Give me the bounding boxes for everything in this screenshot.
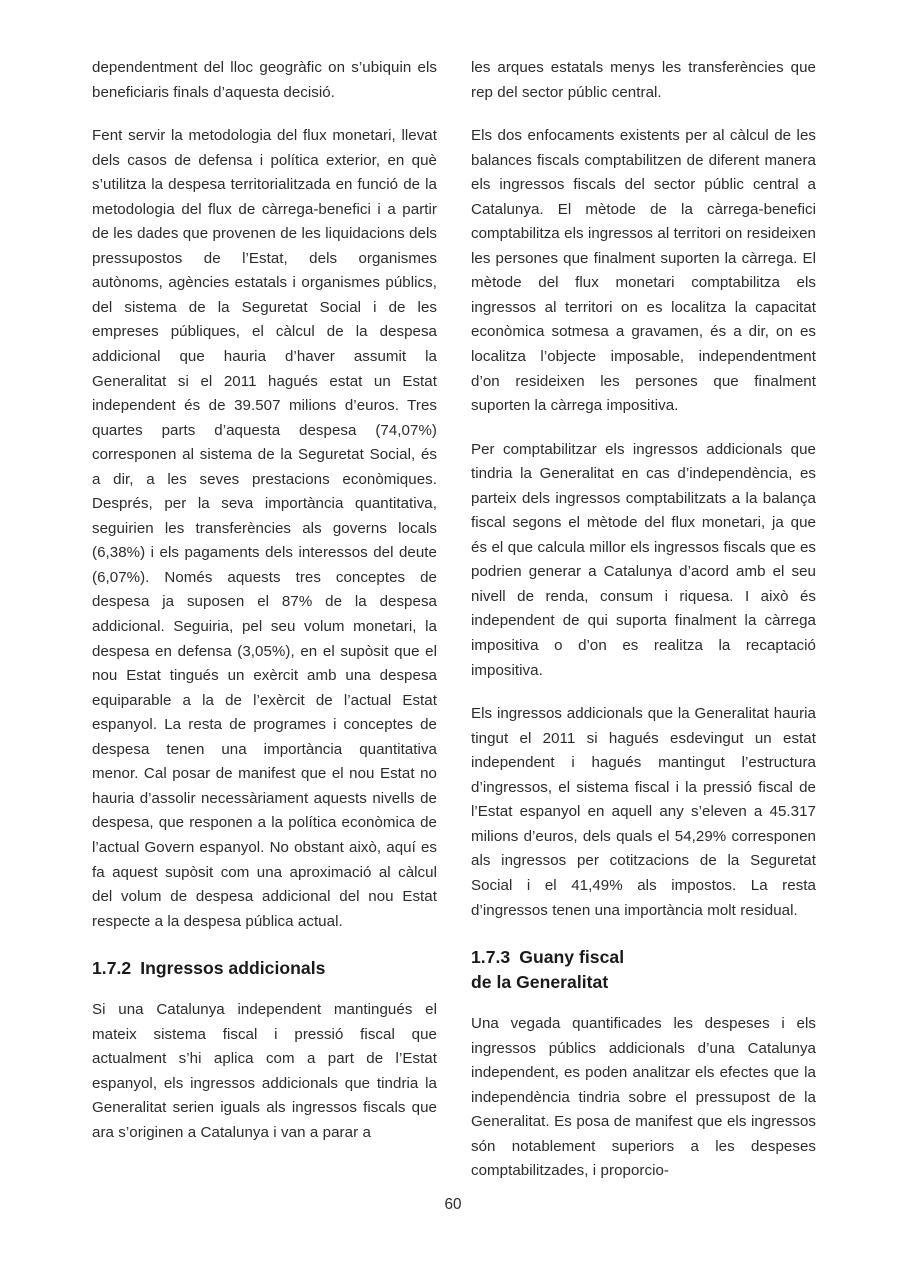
section-heading-172	[92, 956, 437, 981]
paragraph: Fent servir la metodologia del flux monetari, llevat dels casos de defensa i política exterior, en què s’utilitza la despesa territorialitzada en funció de la metodologia del flux de càrrega-benefici i a partir de les dades que provenen de les liquidacions dels pressupostos de l’Estat, dels organismes autònoms, agències estatals i organismes públics, del sistema de la Seguretat Social i de les empreses públiques, el càlcul de la despesa addicional que hauria d’haver assumit la Generalitat si el 2011 hagués estat un Estat independent és de 39.507 milions d’euros. Tres quartes parts d’aquesta despesa (74,07%) corresponen al sistema de la Seguretat Social, és a dir, a les seves prestacions econòmiques. Després, per la seva importància quantitativa, seguirien les transferències als governs locals (6,38%) i els pagaments dels interessos del deute (6,07%). Només aquests tres conceptes de despesa ja suposen el 87% de la despesa addicional. Seguiria, pel seu volum monetari, la despesa en defensa (3,05%), en el supòsit que el nou Estat tingués un exèrcit amb una despesa equiparable a la de l’exèrcit de l’actual Estat espanyol. La resta de programes i conceptes de despesa tenen una importància quantitativa menor. Cal posar de manifest que el nou Estat no hauria d’assolir necessàriament aquests nivells de despesa, que responen a la política econòmica de l’actual Govern espanyol. No obstant això, aquí es fa aquest supòsit com una aproximació al càlcul del volum de despesa addicional del nou Estat respecte a la despesa pública actual.	[92, 127, 437, 930]
section-title: Guany fiscal	[519, 947, 625, 968]
section-title-line2: de la Generalitat	[471, 972, 609, 993]
section-heading-173	[471, 945, 816, 995]
paragraph: dependentment del lloc geogràfic on s’ubiquin els beneficiaris finals d’aquesta decisió.	[92, 59, 437, 101]
left-column	[92, 56, 437, 1184]
page-number: 60	[444, 1196, 462, 1213]
right-column	[471, 56, 816, 1184]
section-number: 1.7.3	[471, 947, 511, 968]
section-number: 1.7.2	[92, 958, 132, 979]
paragraph: les arques estatals menys les transferències que rep del sector públic central.	[471, 59, 816, 101]
paragraph: Si una Catalunya independent mantingués el mateix sistema fiscal i pressió fiscal que actualment s’hi aplica com a part de l’Estat espanyol, els ingressos addicionals que tindria la Generalitat serien iguals als ingressos fiscals que ara s’originen a Catalunya i van a parar a	[92, 1001, 437, 1141]
paragraph: Una vegada quantificades les despeses i els ingressos públics addicionals d’una Catalunya independent, es poden analitzar els efectes que la independència tindria sobre el pressupost de la Generalitat. Es posa de manifest que els ingressos són notablement superiors a les despeses comptabilitzades, i proporcio-	[471, 1015, 816, 1180]
section-title: Ingressos addicionals	[140, 958, 326, 979]
two-column-body	[92, 56, 816, 1184]
paragraph: Per comptabilitzar els ingressos addicionals que tindria la Generalitat en cas d’independència, es parteix dels ingressos comptabilitzats a la balança fiscal segons el mètode del flux monetari, ja que és el que calcula millor els ingressos fiscals que es podrien generar a Catalunya d’acord amb el seu nivell de renda, consum i riquesa. I això és independent de qui suporta finalment la càrrega impositiva o d’on es realitza la recaptació impositiva.	[471, 440, 816, 679]
paragraph: Els ingressos addicionals que la Generalitat hauria tingut el 2011 si hagués esdevingut un estat independent i hagués mantingut l’estructura d’ingressos, el sistema fiscal i la pressió fiscal de l’Estat espanyol en aquell any s’eleven a 45.317 milions d’euros, dels quals el 54,29% corresponen als ingressos per cotitzacions de la Seguretat Social i el 41,49% als impostos. La resta d’ingressos tenen una importància molt residual.	[471, 705, 816, 919]
paragraph: Els dos enfocaments existents per al càlcul de les balances fiscals comptabilitzen de diferent manera els ingressos fiscals del sector públic central a Catalunya. El mètode de la càrrega-benefici comptabilitza els ingressos al territori on resideixen les persones que finalment suporten la càrrega. El mètode del flux monetari comptabilitza els ingressos al territori on es localitza la capacitat econòmica sotmesa a gravamen, és a dir, on es localitza l’objecte imposable, independentment d’on resideixen les persones que finalment suporten la càrrega impositiva.	[471, 127, 816, 415]
